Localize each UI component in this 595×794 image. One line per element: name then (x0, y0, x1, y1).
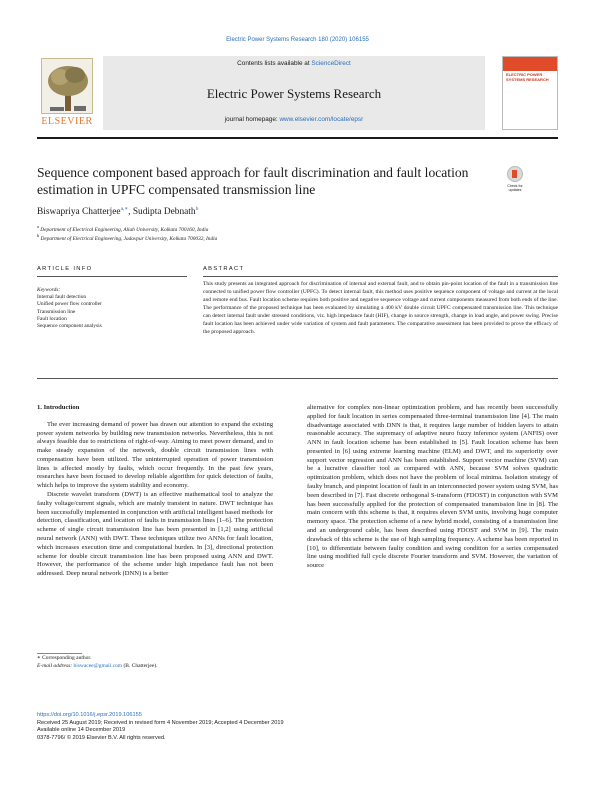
abstract-bottom-rule (37, 378, 558, 379)
homepage-link[interactable]: www.elsevier.com/locate/epsr (279, 116, 364, 123)
body-column-left (37, 404, 273, 579)
sciencedirect-link[interactable]: ScienceDirect (311, 60, 351, 67)
affiliation (37, 233, 217, 242)
footnote-rule (37, 653, 82, 654)
header-rule (37, 137, 558, 139)
author-marks[interactable]: a,∗ (120, 206, 129, 212)
article-metadata (37, 712, 284, 743)
homepage-label: journal homepage: (224, 116, 280, 123)
keyword-item: Transmission line (37, 308, 76, 315)
body-column-right (307, 404, 558, 571)
elsevier-wordmark: ELSEVIER (41, 116, 93, 127)
article-title: Sequence component based approach for fault discrimination and fault location estimation in UPFC compensated transmission line (37, 165, 469, 197)
elsevier-tree-icon (41, 58, 93, 114)
author-name: Biswapriya Chatterjee (37, 207, 121, 218)
affiliation-text: Department of Electrical Engineering, Aliah University, Kolkata 700160, India (40, 226, 209, 233)
body-paragraph: The ever increasing demand of power has drawn our attention to expand the existing power system networks by building new transmission networks. Nevertheless, this is not always feasible due to restrictions of right-of-way. Aiming to meet power demand, and to make steady expansion of the network, double circuit transmission lines with compensation have been utilized. The uninterrupted operation of power transmission lines is affected mostly by faults, which occur frequently. In the past few years, researches have been focused to develop reliable algorithm for quick detection of faults, which helps to improve the system stability and economy. (37, 420, 273, 490)
author-list (37, 206, 198, 217)
keyword-item: Sequence component analysis (37, 323, 102, 330)
contents-prefix: Contents lists available at (237, 60, 312, 67)
article-info-heading: ARTICLE INFO (37, 266, 93, 272)
abstract-heading: ABSTRACT (203, 266, 245, 272)
masthead-banner (103, 56, 485, 130)
article-info-rule (37, 276, 187, 277)
homepage-line (103, 116, 485, 123)
check-for-updates-badge[interactable] (503, 166, 527, 194)
email-footnote (37, 663, 158, 670)
copyright-line: 0378-7796/ © 2019 Elsevier B.V. All rights reserved. (37, 735, 166, 742)
abstract-rule (203, 276, 558, 277)
affiliation-mark: b (37, 233, 40, 238)
keyword-item: Internal fault detection (37, 294, 87, 301)
journal-masthead (37, 56, 558, 134)
available-online: Available online 14 December 2019 (37, 727, 126, 734)
crossmark-icon (507, 166, 523, 182)
crossmark-label: Check for updates (507, 184, 523, 192)
email-suffix: (B. Chatterjee). (122, 663, 158, 669)
affiliation-mark: a (37, 224, 39, 229)
body-paragraph: alternative for complex non-linear optimization problem, and has recently been successfully applied for fault location in series compensated three-terminal transmission line [4]. The main disadvantage associated with DNN is that, it requires large number of hidden layers to attain reasonable accuracy. The supremacy of adaptive neuro fuzzy inference system (ANFIS) over ANN in fault location scheme has been established in [5]. Fault location scheme has been presented in [6] using extreme learning machine (ELM) and DWT, and its superiority over support vector regression and ANN has been established. Support vector machine (SVM) can be a lucrative classifier tool as compared with ANN, because SVM solves quadratic optimization problem, which does not have the problem of local minima. Isolation strategy of faulty branch, and pinpoint location of fault in an interconnected power system using SVM, has been described in [7]. Fast discrete orthogonal S-transform (FDOST) in conjunction with SVM has been successfully applied for the protection of compensated transmission line in [8]. The main concern with this scheme is that, it requires eleven SVM units, involving huge computer memory space. The protection scheme of a new hybrid model, consisting of a transmission line and an underground cable, has been described using FDOST and SVM in [9]. The main drawback of this scheme is the use of high sampling frequency. A scheme has been reported in [10], to differentiate between faulty condition and swing condition for a series compensated line using modified full cycle discrete Fourier transform and SVM. However, the variation of source (307, 404, 558, 570)
journal-citation[interactable]: Electric Power Systems Research 180 (2020) 106155 (226, 37, 369, 43)
author-name: Sudipta Debnath (132, 207, 196, 218)
corresponding-author-note: ∗ Corresponding author. (37, 655, 92, 661)
affiliation (37, 224, 208, 233)
section-heading: 1. Introduction (37, 404, 80, 411)
keywords-heading: Keywords: (37, 287, 61, 293)
cover-band (503, 57, 557, 71)
email-link[interactable]: biswacee@gmail.com (73, 663, 123, 669)
keyword-item: Unified power flow controller (37, 301, 102, 308)
abstract-text: This study presents an integrated approach for discrimination of internal and external fault, and to obtain pin-point location of the fault in a transmission line connected to unified power flow controller (UPFC). To detect internal fault, this method uses positive sequence component of voltage and current at the local and remote end bus. Fault location scheme requires both positive and negative sequence voltage and current components measured from both ends of the line. The performance of the proposed technique has been evaluated by simulating a 400 kV double circuit UPFC compensated transmission line. This technique can detect internal fault under stressed conditions, viz. high impedance fault (HIF), change in source strength, change in load angle, and power swing. Precise fault location has been achieved under wide variation of system and fault parameters. The comparative assessment has been provided to prove the efficacy of the proposed approach. (203, 281, 558, 336)
cover-title: ELECTRIC POWER SYSTEMS RESEARCH (506, 72, 549, 82)
journal-title: Electric Power Systems Research (206, 86, 382, 101)
article-history: Received 25 August 2019; Received in revised form 4 November 2019; Accepted 4 December 2019 (37, 719, 284, 726)
email-label: E-mail address: (37, 663, 74, 669)
elsevier-logo (37, 56, 97, 130)
keyword-item: Fault location (37, 315, 67, 322)
journal-cover-thumbnail[interactable] (502, 56, 558, 130)
affiliation-text: Department of Electrical Engineering, Jadavpur University, Kolkata 700032, India (40, 235, 218, 242)
body-paragraph: Discrete wavelet transform (DWT) is an effective mathematical tool to analyze the faulty voltage/current signals, which are mainly transient in nature. DWT technique has been successfully implemented in conjunction with artificial intelligent based methods for detection, classification, and location of faults in transmission lines [1–6]. The protection scheme of single circuit transmission line has been presented in [1,2] using artificial neural network (ANN) with DWT. These techniques utilize two ANNs for fault location, which increases execution time and computational burden. In [3], directional protection scheme for double circuit transmission line has been proposed using ANN and DWT. However, the performance of the scheme under high impedance fault has not been addressed. Deep neural network (DNN) is a better (37, 491, 273, 578)
doi-link[interactable]: https://doi.org/10.1016/j.epsr.2019.106155 (37, 712, 142, 718)
keywords-block (37, 287, 187, 330)
author-separator: , (128, 207, 133, 218)
author-marks[interactable]: b (195, 206, 199, 212)
contents-line (103, 60, 485, 67)
